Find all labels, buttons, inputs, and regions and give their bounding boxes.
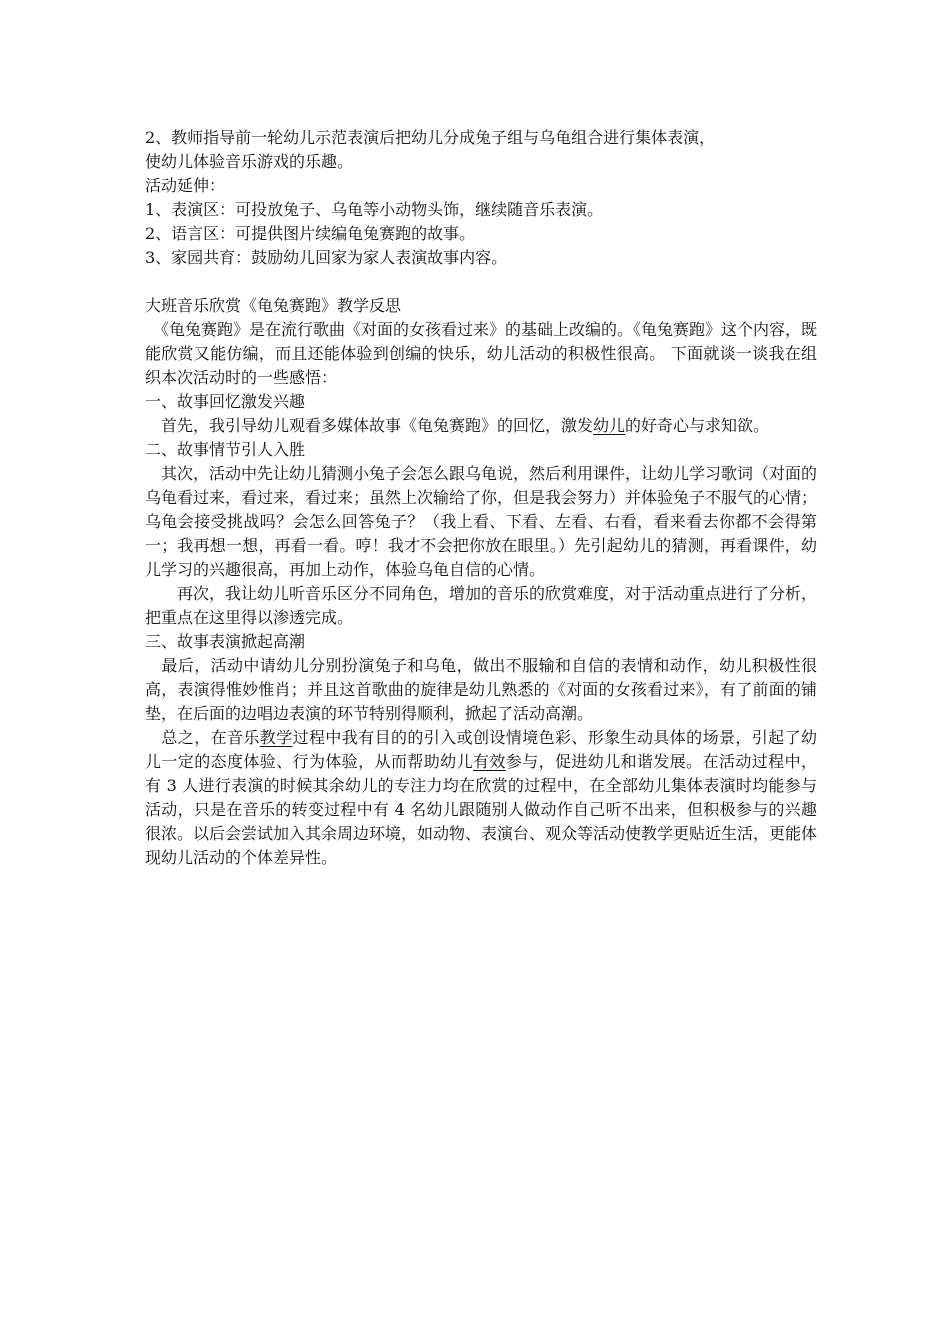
activity-item-2-line1: 2、教师指导前一轮幼儿示范表演后把幼儿分成兔子组与乌龟组合进行集体表演， [145, 128, 716, 147]
section-heading-2: 二、故事情节引人入胜 [145, 440, 306, 459]
link-youer[interactable]: 幼儿 [593, 416, 626, 435]
blank-line [145, 270, 817, 294]
activity-item-2 [145, 126, 817, 174]
extension-item-2: 2、语言区：可提供图片续编龟兔赛跑的故事。 [145, 224, 476, 243]
link-youxiao[interactable]: 有效 [472, 752, 506, 771]
section-1-text-a: 首先，我引导幼儿观看多媒体故事《龟兔赛跑》的回忆，激发 [145, 416, 594, 435]
section-2-paragraph-2: 再次，我让幼儿听音乐区分不同角色，增加的音乐的欣赏难度，对于活动重点进行了分析，把重点在这里得以渗透完成。 [145, 584, 818, 627]
summary-text-c: 参与，促进幼儿和谐发展。在活动过程中，有 3 人进行表演的时候其余幼儿的专注力均在欣赏的过程中，在全部幼儿集体表演时均能参与活动，只是在音乐的转变过程中有 4 名幼儿跟随别人做动作自己听不出来，但积极参与的兴趣很浓。以后会尝试加入其余周边环境，如动物、表演台、观众等活动使教学更贴近生活，更能体现幼儿活动的个体差异性。 [145, 752, 818, 867]
summary-text-b: 过程中我有目的的引入或创设情境色彩、形象生动具体的场景，引起了幼儿一定的态度体验、行为体验，从而帮助幼儿 [145, 728, 817, 771]
summary-text-a: 总之，在音乐 [145, 728, 260, 747]
link-jiaoxue[interactable]: 教学 [259, 728, 293, 747]
section-heading-3: 三、故事表演掀起高潮 [145, 632, 306, 651]
extension-item-1: 1、表演区：可投放兔子、乌龟等小动物头饰，继续随音乐表演。 [145, 200, 604, 219]
extension-heading: 活动延伸： [145, 176, 226, 195]
section-3-paragraph: 最后，活动中请幼儿分别扮演兔子和乌龟，做出不服输和自信的表情和动作，幼儿积极性很高，表演得惟妙惟肖；并且这首歌曲的旋律是幼儿熟悉的《对面的女孩看过来》，有了前面的铺垫，在后面的边唱边表演的环节特别得顺利，掀起了活动高潮。 [145, 656, 817, 723]
reflection-intro: 《龟兔赛跑》是在流行歌曲《对面的女孩看过来》的基础上改编的。《龟兔赛跑》这个内容，既能欣赏又能仿编，而且还能体验到创编的快乐，幼儿活动的积极性很高。 下面就谈一谈我在组织本次活动时的一些感悟： [145, 320, 818, 387]
activity-item-2-line2: 使幼儿体验音乐游戏的乐趣。 [145, 152, 354, 171]
section-heading-1: 一、故事回忆激发兴趣 [145, 392, 306, 411]
document-page [145, 126, 817, 870]
section-1-paragraph [145, 414, 817, 438]
section-2-paragraph-1: 其次，活动中先让幼儿猜测小兔子会怎么跟乌龟说，然后利用课件，让幼儿学习歌词（对面的乌龟看过来，看过来，看过来；虽然上次输给了你，但是我会努力）并体验兔子不服气的心情；乌龟会接受挑战吗？会怎么回答兔子？（我上看、下看、左看、右看，看来看去你都不会得第一；我再想一想，再看一看。哼！我才不会把你放在眼里。）先引起幼儿的猜测，再看课件，幼儿学习的兴趣很高，再加上动作，体验乌龟自信的心情。 [145, 464, 818, 579]
reflection-title: 大班音乐欣赏《龟兔赛跑》教学反思 [145, 296, 402, 315]
section-1-text-b: 的好奇心与求知欲。 [625, 416, 770, 435]
extension-item-3: 3、家园共育：鼓励幼儿回家为家人表演故事内容。 [145, 248, 508, 267]
summary-paragraph [145, 726, 817, 870]
